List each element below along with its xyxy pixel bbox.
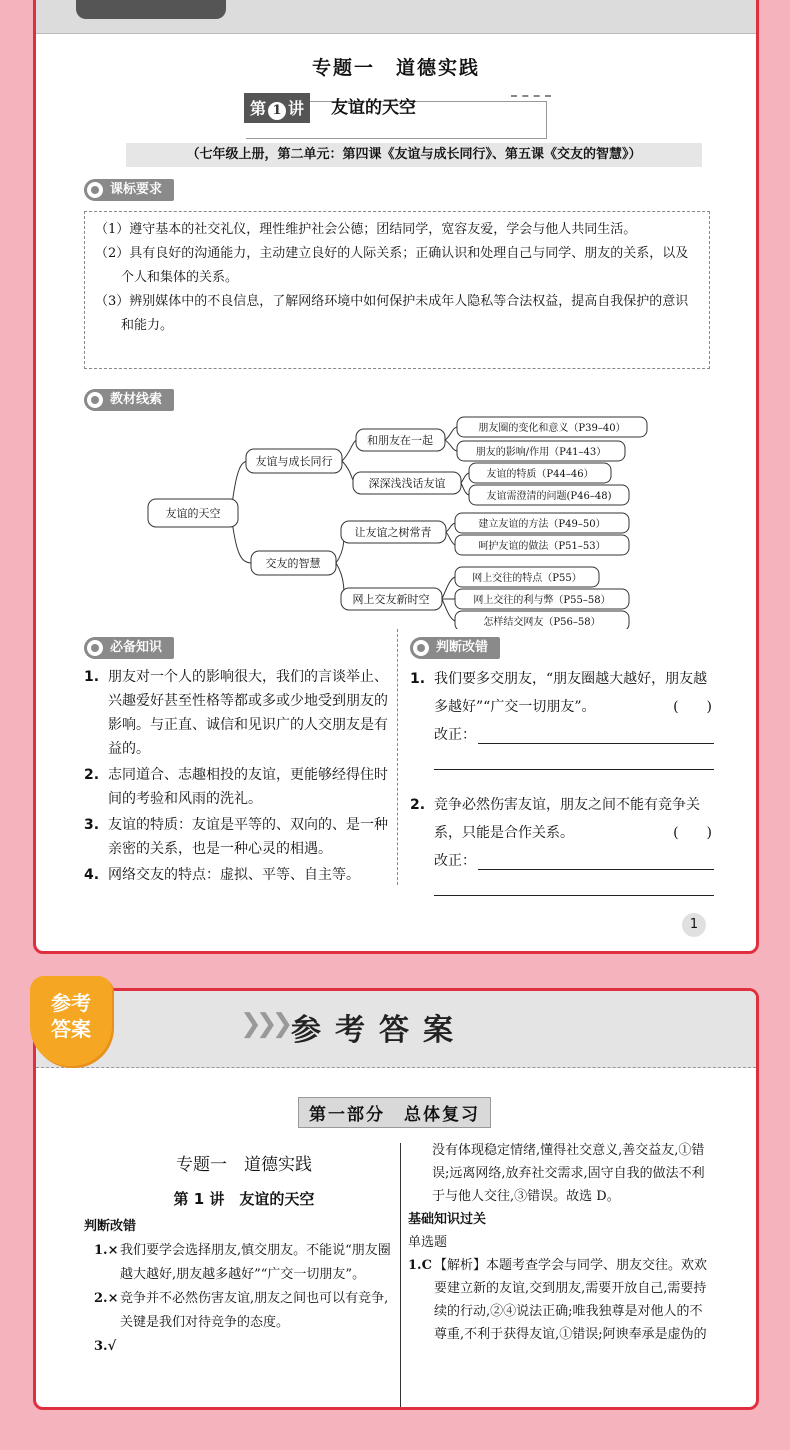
answer-left-column	[84, 1153, 394, 1354]
l3-label: 友谊需澄清的问题(P46–48)	[486, 491, 612, 502]
knowledge-item	[84, 763, 388, 811]
stamp-line: 参考	[51, 991, 91, 1015]
correction-label: 改正：	[434, 853, 476, 869]
requirement-item: （3）辨别媒体中的不良信息，了解网络环境中如何保护未成年人隐私等合法权益，提高自我保护的意识和能力。	[95, 294, 689, 333]
single-choice-heading: 单选题	[408, 1235, 448, 1250]
answer-rule	[478, 869, 714, 870]
l3-label: 网上交往的利与弊（P55–58）	[473, 595, 611, 606]
connector	[461, 473, 469, 483]
requirement-item: （1）遵守基本的社交礼仪，理性维护社会公德；团结同学，宽容友爱，学会与他人共同生活。	[95, 222, 637, 237]
column-divider	[400, 1143, 401, 1410]
answer-number: 3.√	[94, 1339, 117, 1354]
item-number: 2.	[84, 767, 100, 783]
knowledge-item	[84, 863, 388, 887]
continued-text: 没有体现稳定情绪,懂得社交意义,善交益友,①错误;远离网络,放弃社交需求,固守自我的做法不利于与他人交往,③错误。故选 D。	[432, 1143, 705, 1204]
chevrons-icon: ❯❯❯	[240, 1009, 288, 1039]
item-number: 3.	[84, 817, 100, 833]
l3-label: 朋友圈的变化和意义（P39–40）	[478, 423, 626, 434]
item-text: 网络交友的特点：虚拟、平等、自主等。	[108, 867, 360, 883]
stamp-line: 答案	[51, 1017, 91, 1041]
item-number: 4.	[84, 867, 100, 883]
l1-label: 交友的智慧	[265, 557, 321, 570]
answer-item	[408, 1254, 708, 1346]
mindmap	[36, 0, 756, 629]
l3-label: 朋友的影响/作用（P41–43）	[475, 447, 607, 458]
judge-list	[410, 665, 714, 903]
item-text: 友谊的特质：友谊是平等的、双向的、是一种亲密的关系，也是一种心灵的相遇。	[108, 817, 388, 857]
part-title: 第一部分 总体复习	[298, 1097, 491, 1128]
l1-label: 友谊与成长同行	[255, 455, 333, 468]
answer-parens[interactable]: ( )	[673, 699, 712, 715]
l2-label: 让友谊之树常青	[354, 526, 432, 539]
answer-number: 2.×	[94, 1291, 119, 1306]
judge-label	[410, 637, 500, 659]
knowledge-list	[84, 665, 388, 889]
lesson-number: 1	[268, 102, 286, 120]
answer-number: 1.C	[408, 1258, 432, 1273]
bullet-icon	[413, 640, 429, 656]
lesson-suffix: 讲	[288, 99, 305, 118]
question-text: 竞争必然伤害友谊，朋友之间不能有竞争关系，只能是合作关系。	[434, 797, 700, 841]
requirement-item: （2）具有良好的沟通能力，主动建立良好的人际关系；正确认识和处理自己与同学、朋友的关系，以及个人和集体的关系。	[95, 246, 689, 285]
judge-heading: 判断改错	[84, 1219, 137, 1234]
section-title: 专题一 道德实践	[311, 57, 480, 79]
connector	[445, 440, 457, 451]
judge-label-text: 判断改错	[436, 640, 489, 655]
lesson-prefix: 第	[250, 99, 267, 118]
lesson-title: 友谊的天空	[331, 98, 416, 118]
basic-heading: 基础知识过关	[408, 1212, 487, 1227]
connector	[442, 599, 455, 621]
judge-question	[410, 665, 714, 721]
correction-label: 改正：	[434, 727, 476, 743]
connector	[446, 523, 455, 532]
connector	[461, 483, 469, 495]
knowledge-item	[84, 665, 388, 761]
knowledge-item	[84, 813, 388, 861]
l2-label: 网上交友新时空	[352, 593, 430, 606]
answer-blank-line[interactable]	[410, 749, 714, 777]
answer-right-column	[408, 1139, 708, 1346]
lesson-heading: 第 1 讲 友谊的天空	[173, 1190, 315, 1208]
answer-stamp	[30, 976, 112, 1066]
connector	[445, 427, 457, 440]
connector	[442, 577, 455, 599]
correction-line[interactable]	[410, 847, 714, 875]
connector	[446, 532, 455, 545]
l2-label: 和朋友在一起	[367, 434, 433, 447]
answer-parens[interactable]: ( )	[673, 825, 712, 841]
answer-number: 1.×	[94, 1243, 119, 1258]
l3-label: 建立友谊的方法（P49–50）	[478, 519, 606, 530]
answer-header-band	[36, 991, 756, 1068]
answer-text: 我们要学会选择朋友,慎交朋友。不能说“朋友圈越大越好,朋友越多越好”“广交一切朋友”。	[120, 1243, 391, 1282]
requirements-label-text: 课标要求	[110, 182, 163, 197]
l3-label: 友谊的特质（P44–46）	[486, 469, 594, 480]
workbook-page-1	[33, 0, 759, 954]
bullet-icon	[87, 640, 103, 656]
root-label: 友谊的天空	[165, 507, 221, 520]
l3-label: 网上交往的特点（P55）	[472, 573, 582, 584]
answer-item	[94, 1239, 394, 1287]
question-number: 1.	[410, 671, 426, 687]
scope-banner: （七年级上册，第二单元：第四课《友谊与成长同行》、第五课《交友的智慧》）	[126, 143, 702, 167]
answer-blank-line[interactable]	[410, 875, 714, 903]
l3-label: 怎样结交网友（P56–58）	[483, 617, 601, 628]
l3-label: 呵护友谊的做法（P51–53）	[478, 541, 606, 552]
item-text: 朋友对一个人的影响很大，我们的言谈举止、兴趣爱好甚至性格等都或多或少地受到朋友的影响。与正直、诚信和见识广的人交朋友是有益的。	[108, 669, 388, 757]
column-divider	[397, 629, 398, 885]
item-text: 志同道合、志趣相投的友谊，更能够经得住时间的考验和风雨的洗礼。	[108, 767, 388, 807]
mindmap-label-text: 教材线索	[110, 392, 163, 407]
question-text: 我们要多交朋友，“朋友圈越大越好，朋友越多越好”“广交一切朋友”。	[434, 671, 708, 715]
topic-heading: 专题一 道德实践	[176, 1155, 312, 1175]
l2-label: 深深浅浅话友谊	[368, 477, 446, 490]
knowledge-label-text: 必备知识	[110, 640, 163, 655]
answer-rule	[478, 743, 714, 744]
question-number: 2.	[410, 797, 426, 813]
page-number: 1	[682, 913, 706, 937]
judge-question	[410, 791, 714, 847]
answer-item	[94, 1287, 394, 1335]
answer-key-page	[33, 988, 759, 1410]
answer-title: 参考答案	[291, 1013, 467, 1048]
correction-line[interactable]	[410, 721, 714, 749]
answer-text: 竞争并不必然伤害友谊,朋友之间也可以有竞争,关键是我们对待竞争的态度。	[120, 1291, 389, 1330]
item-number: 1.	[84, 669, 100, 685]
answer-text: 【解析】本题考查学会与同学、朋友交往。欢欢要建立新的友谊,交到朋友,需要开放自己,需要持续的行动,②④说法正确;唯我独尊是对他人的不尊重,不利于获得友谊,①错误;阿谀奉承是虚伪的	[434, 1258, 708, 1342]
knowledge-label	[84, 637, 174, 659]
